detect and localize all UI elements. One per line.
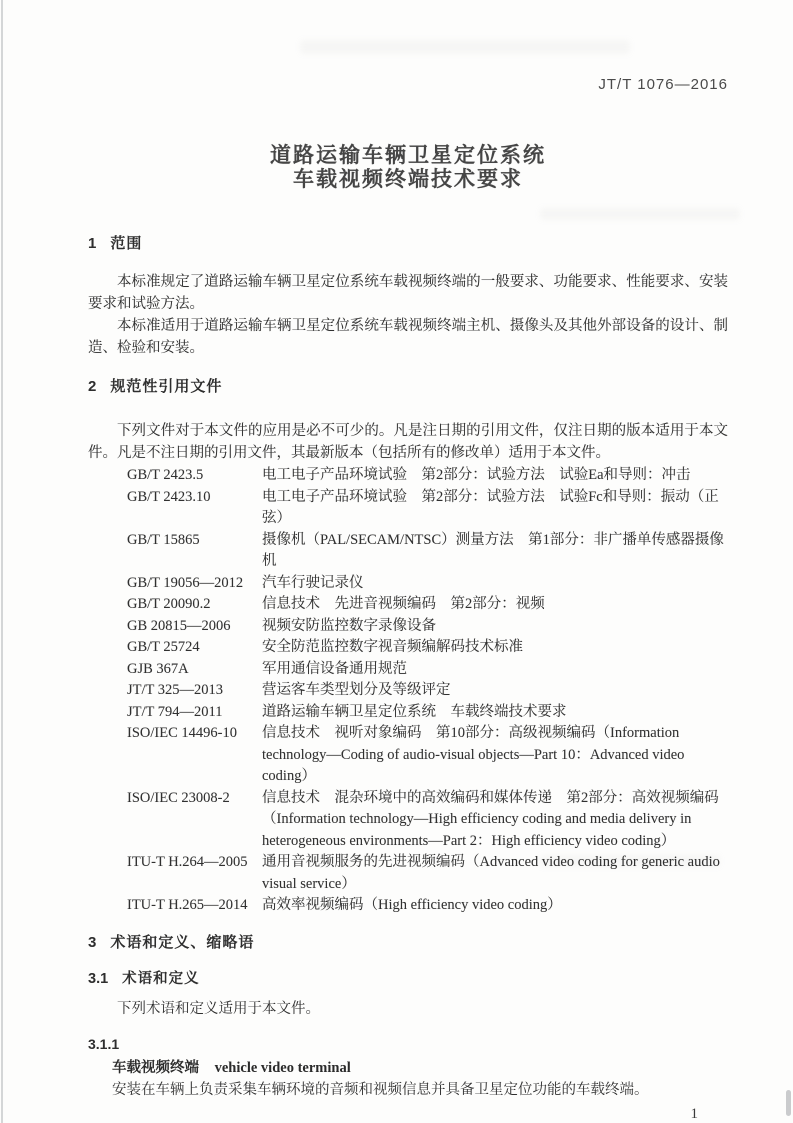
scan-edge-line — [1, 0, 3, 1123]
reference-title: 电工电子产品环境试验 第2部分：试验方法 试验Ea和导则：冲击 — [262, 467, 691, 483]
reference-item — [127, 702, 728, 724]
terms-intro: 下列术语和定义适用于本文件。 — [117, 1000, 320, 1017]
reference-title: 安全防范监控数字视音频编解码技术标准 — [262, 639, 523, 655]
section-2-heading — [88, 377, 728, 397]
term-chinese: 车载视频终端 — [112, 1060, 199, 1076]
page-content — [88, 0, 728, 1123]
section-3-label: 术语和定义、缩略语 — [110, 933, 255, 951]
reference-item — [127, 659, 728, 681]
reference-title: 军用通信设备通用规范 — [262, 660, 407, 677]
reference-title: 汽车行驶记录仪 — [262, 574, 364, 591]
references-list — [88, 465, 728, 917]
reference-title: 视频安防监控数字录像设备 — [262, 617, 436, 634]
reference-code: GB 20815—2006 — [127, 617, 231, 634]
standard-number: JT/T 1076—2016 — [598, 76, 728, 93]
section-3-1-number: 3.1 — [88, 970, 109, 987]
reference-item — [127, 487, 728, 530]
reference-code: GB/T 25724 — [127, 639, 200, 655]
reference-title: 高效率视频编码（High efficiency video coding） — [262, 897, 562, 913]
reference-item — [127, 465, 728, 487]
reference-title: 信息技术 混杂环境中的高效编码和媒体传递 第2部分：高效视频编码（Information technology—High efficiency coding and media delivery in heterogeneous environments—Part 2：High efficiency video coding） — [262, 789, 719, 849]
reference-code: JT/T 794—2011 — [127, 703, 223, 720]
section-3-number: 3 — [88, 933, 97, 951]
reference-code: GB/T 15865 — [127, 531, 200, 548]
scope-paragraph-2: 本标准适用于道路运输车辆卫星定位系统车载视频终端主机、摄像头及其他外部设备的设计、制造、检验和安装。 — [88, 318, 728, 356]
reference-item — [127, 788, 728, 853]
reference-code: GJB 367A — [127, 660, 189, 677]
reference-item — [127, 895, 728, 917]
reference-item — [127, 594, 728, 616]
section-3-1-label: 术语和定义 — [122, 970, 200, 987]
reference-code: GB/T 20090.2 — [127, 596, 211, 612]
reference-code: ISO/IEC 14496-10 — [127, 725, 237, 741]
reference-code: JT/T 325—2013 — [127, 682, 223, 698]
reference-code: GB/T 2423.10 — [127, 488, 211, 505]
reference-title: 信息技术 先进音视频编码 第2部分：视频 — [262, 596, 545, 612]
reference-item — [127, 530, 728, 573]
reference-title: 道路运输车辆卫星定位系统 车载终端技术要求 — [262, 703, 567, 720]
term-definition: 安装在车辆上负责采集车辆环境的音频和视频信息并具备卫星定位功能的车载终端。 — [112, 1082, 649, 1098]
section-2-number: 2 — [88, 378, 97, 395]
reference-title: 摄像机（PAL/SECAM/NTSC）测量方法 第1部分：非广播单传感器摄像机 — [262, 531, 724, 569]
references-intro: 下列文件对于本文件的应用是必不可少的。凡是注日期的引用文件，仅注日期的版本适用于本文件。凡是不注日期的引用文件，其最新版本（包括所有的修改单）适用于本文件。 — [88, 423, 728, 461]
reference-code: ITU-T H.265—2014 — [127, 897, 248, 913]
reference-title: 电工电子产品环境试验 第2部分：试验方法 试验Fc和导则：振动（正弦） — [262, 488, 719, 526]
reference-code: GB/T 19056—2012 — [127, 574, 244, 591]
section-3-1-heading — [88, 969, 728, 989]
term-english: vehicle video terminal — [214, 1060, 351, 1076]
reference-title: 信息技术 视听对象编码 第10部分：高级视频编码（Information technology—Coding of audio-visual objects—Part 10：Advanced video coding） — [262, 725, 685, 784]
reference-item — [127, 723, 728, 788]
section-1-label: 范围 — [110, 235, 143, 252]
reference-code: GB/T 2423.5 — [127, 467, 204, 483]
reference-code: ISO/IEC 23008-2 — [127, 789, 230, 806]
section-1-number: 1 — [88, 235, 97, 252]
scope-paragraph-1: 本标准规定了道路运输车辆卫星定位系统车载视频终端的一般要求、功能要求、性能要求、安装要求和试验方法。 — [88, 274, 728, 312]
scan-artifact — [786, 1090, 791, 1116]
reference-item — [127, 680, 728, 702]
document-title — [88, 144, 728, 192]
reference-title: 营运客车类型划分及等级评定 — [262, 682, 451, 698]
document-title-line1: 道路运输车辆卫星定位系统 — [270, 144, 546, 167]
document-title-line2: 车载视频终端技术要求 — [293, 168, 523, 191]
reference-code: ITU-T H.264—2005 — [127, 854, 248, 870]
reference-item — [127, 616, 728, 638]
term-entry-number: 3.1.1 — [88, 1036, 120, 1052]
reference-title: 通用音视频服务的先进视频编码（Advanced video coding for generic audio visual service） — [262, 854, 720, 892]
reference-item — [127, 852, 728, 895]
reference-item — [127, 637, 728, 659]
section-2-label: 规范性引用文件 — [110, 378, 223, 395]
page-number: 1 — [690, 1106, 698, 1122]
section-1-heading — [88, 234, 728, 254]
section-3-heading — [88, 933, 728, 953]
term-entry — [112, 1057, 728, 1079]
reference-item — [127, 573, 728, 595]
